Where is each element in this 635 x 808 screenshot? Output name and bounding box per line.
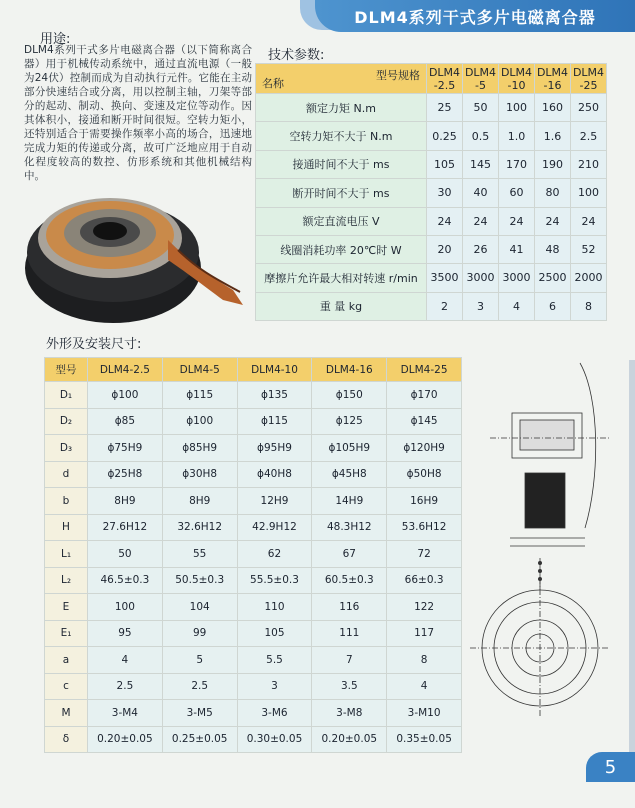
tech-value-cell: 26 [463, 235, 499, 263]
tech-value-cell: 30 [427, 179, 463, 207]
dims-value-cell: ϕ135 [237, 382, 312, 409]
tech-value-cell: 2 [427, 292, 463, 320]
dims-symbol: E [45, 594, 88, 621]
tech-table [255, 63, 607, 321]
tech-param-label: 额定力矩 N.m [256, 94, 427, 122]
tech-value-cell: 24 [499, 207, 535, 235]
corner-name-label: 名称 [262, 77, 284, 90]
dims-value-cell: 48.3H12 [312, 514, 387, 541]
dims-value-cell: 55 [162, 541, 237, 568]
tech-value-cell: 2.5 [571, 122, 607, 150]
dims-value-cell: ϕ115 [237, 408, 312, 435]
dims-value-cell: 60.5±0.3 [312, 567, 387, 594]
dims-value-cell: 3-M5 [162, 700, 237, 727]
tech-model-header: DLM4 -25 [571, 64, 607, 94]
page-number: 5 [586, 752, 635, 782]
tech-row [256, 94, 607, 122]
tech-value-cell: 52 [571, 235, 607, 263]
dims-value-cell: 8 [387, 647, 462, 674]
dims-value-cell: 3-M6 [237, 700, 312, 727]
tech-row [256, 264, 607, 292]
dims-value-cell: 117 [387, 620, 462, 647]
corner-model-label: 型号规格 [376, 69, 420, 82]
dims-value-cell: 7 [312, 647, 387, 674]
side-strip [629, 360, 635, 780]
dims-value-cell: 5 [162, 647, 237, 674]
tech-heading: 技术参数: [268, 48, 325, 63]
tech-value-cell: 0.5 [463, 122, 499, 150]
dims-model-header: DLM4-2.5 [88, 358, 163, 382]
dims-symbol: D₃ [45, 435, 88, 462]
dims-value-cell: 100 [88, 594, 163, 621]
dims-value-cell: 0.35±0.05 [387, 726, 462, 753]
dims-value-cell: ϕ85H9 [162, 435, 237, 462]
tech-value-cell: 40 [463, 179, 499, 207]
dims-value-cell: 16H9 [387, 488, 462, 515]
tech-header-row [256, 64, 607, 94]
tech-row [256, 207, 607, 235]
dims-value-cell: 3-M8 [312, 700, 387, 727]
dims-value-cell: 50 [88, 541, 163, 568]
dims-symbol: b [45, 488, 88, 515]
dims-row [45, 435, 462, 462]
dims-value-cell: 67 [312, 541, 387, 568]
dims-symbol: D₂ [45, 408, 88, 435]
dims-value-cell: ϕ120H9 [387, 435, 462, 462]
dims-row [45, 488, 462, 515]
dims-value-cell: ϕ145 [387, 408, 462, 435]
tech-value-cell: 24 [463, 207, 499, 235]
page-banner [315, 0, 635, 32]
tech-value-cell: 1.0 [499, 122, 535, 150]
dims-value-cell: ϕ100 [162, 408, 237, 435]
dims-value-cell: 3.5 [312, 673, 387, 700]
dims-value-cell: ϕ30H8 [162, 461, 237, 488]
dims-row [45, 647, 462, 674]
dims-row [45, 620, 462, 647]
dims-row [45, 673, 462, 700]
dims-row [45, 514, 462, 541]
tech-model-header: DLM4 -10 [499, 64, 535, 94]
tech-row [256, 292, 607, 320]
dims-value-cell: ϕ45H8 [312, 461, 387, 488]
banner-title: DLM4系列干式多片电磁离合器 [354, 7, 596, 27]
dims-value-cell: ϕ85 [88, 408, 163, 435]
dims-value-cell: 2.5 [162, 673, 237, 700]
tech-row [256, 122, 607, 150]
dims-value-cell: 0.25±0.05 [162, 726, 237, 753]
dims-symbol: L₁ [45, 541, 88, 568]
tech-value-cell: 50 [463, 94, 499, 122]
tech-value-cell: 48 [535, 235, 571, 263]
dims-value-cell: ϕ50H8 [387, 461, 462, 488]
dims-model-header: DLM4-25 [387, 358, 462, 382]
dims-value-cell: 95 [88, 620, 163, 647]
dims-model-header: DLM4-5 [162, 358, 237, 382]
usage-heading: 用途: [40, 32, 71, 47]
dims-value-cell: 32.6H12 [162, 514, 237, 541]
dims-symbol: H [45, 514, 88, 541]
dims-model-label: 型号 [45, 358, 88, 382]
dims-row [45, 408, 462, 435]
installation-drawing [470, 358, 630, 758]
tech-param-label: 额定直流电压 V [256, 207, 427, 235]
dims-value-cell: 4 [387, 673, 462, 700]
dims-value-cell: ϕ115 [162, 382, 237, 409]
tech-value-cell: 3 [463, 292, 499, 320]
tech-value-cell: 100 [571, 179, 607, 207]
dims-row [45, 382, 462, 409]
tech-value-cell: 20 [427, 235, 463, 263]
dims-symbol: δ [45, 726, 88, 753]
dims-value-cell: ϕ150 [312, 382, 387, 409]
dims-value-cell: ϕ100 [88, 382, 163, 409]
dims-symbol: E₁ [45, 620, 88, 647]
dims-value-cell: 62 [237, 541, 312, 568]
dims-value-cell: ϕ95H9 [237, 435, 312, 462]
dims-symbol: c [45, 673, 88, 700]
dims-value-cell: 53.6H12 [387, 514, 462, 541]
tech-param-label: 接通时间不大于 ms [256, 150, 427, 178]
dims-value-cell: 4 [88, 647, 163, 674]
tech-row [256, 179, 607, 207]
dims-value-cell: ϕ25H8 [88, 461, 163, 488]
dims-table [44, 357, 462, 753]
dims-value-cell: ϕ40H8 [237, 461, 312, 488]
tech-param-label: 摩擦片允许最大相对转速 r/min [256, 264, 427, 292]
usage-text: DLM4系列干式多片电磁离合器（以下简称离合器）用于机械传动系统中，通过直流电源（一般为24伏）控制而成为自动执行元件。它能在主动部分快速结合或分离，用以控制主轴，刀架等部分的起动、制动、换向、变速及定位等动作。因其体积小，接通和断开时间很短。空转力矩小，还特别适合于需要操作频率小高的场合，迅速地完成力矩的传递或分离，故可广泛地应用于自动化程度较高的数控、仿形系统和其他机械结构中。 [24, 44, 252, 182]
tech-value-cell: 160 [535, 94, 571, 122]
dims-symbol: a [45, 647, 88, 674]
tech-value-cell: 24 [427, 207, 463, 235]
dims-value-cell: 116 [312, 594, 387, 621]
tech-value-cell: 4 [499, 292, 535, 320]
dims-value-cell: ϕ75H9 [88, 435, 163, 462]
tech-value-cell: 6 [535, 292, 571, 320]
dims-value-cell: 55.5±0.3 [237, 567, 312, 594]
dims-value-cell: 3-M4 [88, 700, 163, 727]
tech-value-cell: 145 [463, 150, 499, 178]
dims-symbol: L₂ [45, 567, 88, 594]
tech-value-cell: 1.6 [535, 122, 571, 150]
dims-value-cell: 110 [237, 594, 312, 621]
tech-value-cell: 80 [535, 179, 571, 207]
dims-value-cell: ϕ125 [312, 408, 387, 435]
tech-param-label: 线圈消耗功率 20℃时 W [256, 235, 427, 263]
dims-value-cell: 42.9H12 [237, 514, 312, 541]
tech-value-cell: 170 [499, 150, 535, 178]
tech-model-header: DLM4 -2.5 [427, 64, 463, 94]
tech-model-header: DLM4 -5 [463, 64, 499, 94]
tech-model-header: DLM4 -16 [535, 64, 571, 94]
tech-value-cell: 250 [571, 94, 607, 122]
dims-value-cell: 14H9 [312, 488, 387, 515]
dims-model-header: DLM4-16 [312, 358, 387, 382]
tech-param-label: 断开时间不大于 ms [256, 179, 427, 207]
dims-value-cell: 5.5 [237, 647, 312, 674]
dims-symbol: D₁ [45, 382, 88, 409]
tech-value-cell: 105 [427, 150, 463, 178]
dims-value-cell: 99 [162, 620, 237, 647]
dims-value-cell: 66±0.3 [387, 567, 462, 594]
dims-value-cell: 46.5±0.3 [88, 567, 163, 594]
tech-value-cell: 100 [499, 94, 535, 122]
clutch-photo [18, 180, 253, 330]
dims-value-cell: 50.5±0.3 [162, 567, 237, 594]
tech-param-label: 重 量 kg [256, 292, 427, 320]
dims-symbol: d [45, 461, 88, 488]
dims-value-cell: ϕ105H9 [312, 435, 387, 462]
dims-row [45, 567, 462, 594]
tech-value-cell: 2500 [535, 264, 571, 292]
dims-value-cell: 105 [237, 620, 312, 647]
dims-value-cell: 104 [162, 594, 237, 621]
tech-value-cell: 24 [571, 207, 607, 235]
dims-row [45, 594, 462, 621]
tech-row [256, 235, 607, 263]
dims-value-cell: 3-M10 [387, 700, 462, 727]
tech-value-cell: 190 [535, 150, 571, 178]
tech-value-cell: 8 [571, 292, 607, 320]
tech-value-cell: 25 [427, 94, 463, 122]
tech-corner-cell [256, 64, 427, 94]
dims-row [45, 461, 462, 488]
dims-heading: 外形及安装尺寸: [46, 337, 142, 352]
tech-value-cell: 0.25 [427, 122, 463, 150]
dims-value-cell: 27.6H12 [88, 514, 163, 541]
tech-value-cell: 3000 [499, 264, 535, 292]
dims-value-cell: 8H9 [88, 488, 163, 515]
tech-value-cell: 3000 [463, 264, 499, 292]
tech-row [256, 150, 607, 178]
dims-value-cell: 12H9 [237, 488, 312, 515]
dims-value-cell: 8H9 [162, 488, 237, 515]
dims-value-cell: ϕ170 [387, 382, 462, 409]
tech-value-cell: 210 [571, 150, 607, 178]
dims-value-cell: 72 [387, 541, 462, 568]
dims-row [45, 541, 462, 568]
dims-value-cell: 111 [312, 620, 387, 647]
tech-value-cell: 2000 [571, 264, 607, 292]
tech-value-cell: 24 [535, 207, 571, 235]
dims-header-row [45, 358, 462, 382]
dims-value-cell: 3 [237, 673, 312, 700]
dims-value-cell: 0.20±0.05 [312, 726, 387, 753]
dims-value-cell: 122 [387, 594, 462, 621]
dims-row [45, 700, 462, 727]
dims-value-cell: 0.20±0.05 [88, 726, 163, 753]
tech-value-cell: 41 [499, 235, 535, 263]
dims-value-cell: 2.5 [88, 673, 163, 700]
dims-value-cell: 0.30±0.05 [237, 726, 312, 753]
dims-model-header: DLM4-10 [237, 358, 312, 382]
dims-row [45, 726, 462, 753]
dims-symbol: M [45, 700, 88, 727]
tech-value-cell: 3500 [427, 264, 463, 292]
tech-value-cell: 60 [499, 179, 535, 207]
tech-param-label: 空转力矩不大于 N.m [256, 122, 427, 150]
